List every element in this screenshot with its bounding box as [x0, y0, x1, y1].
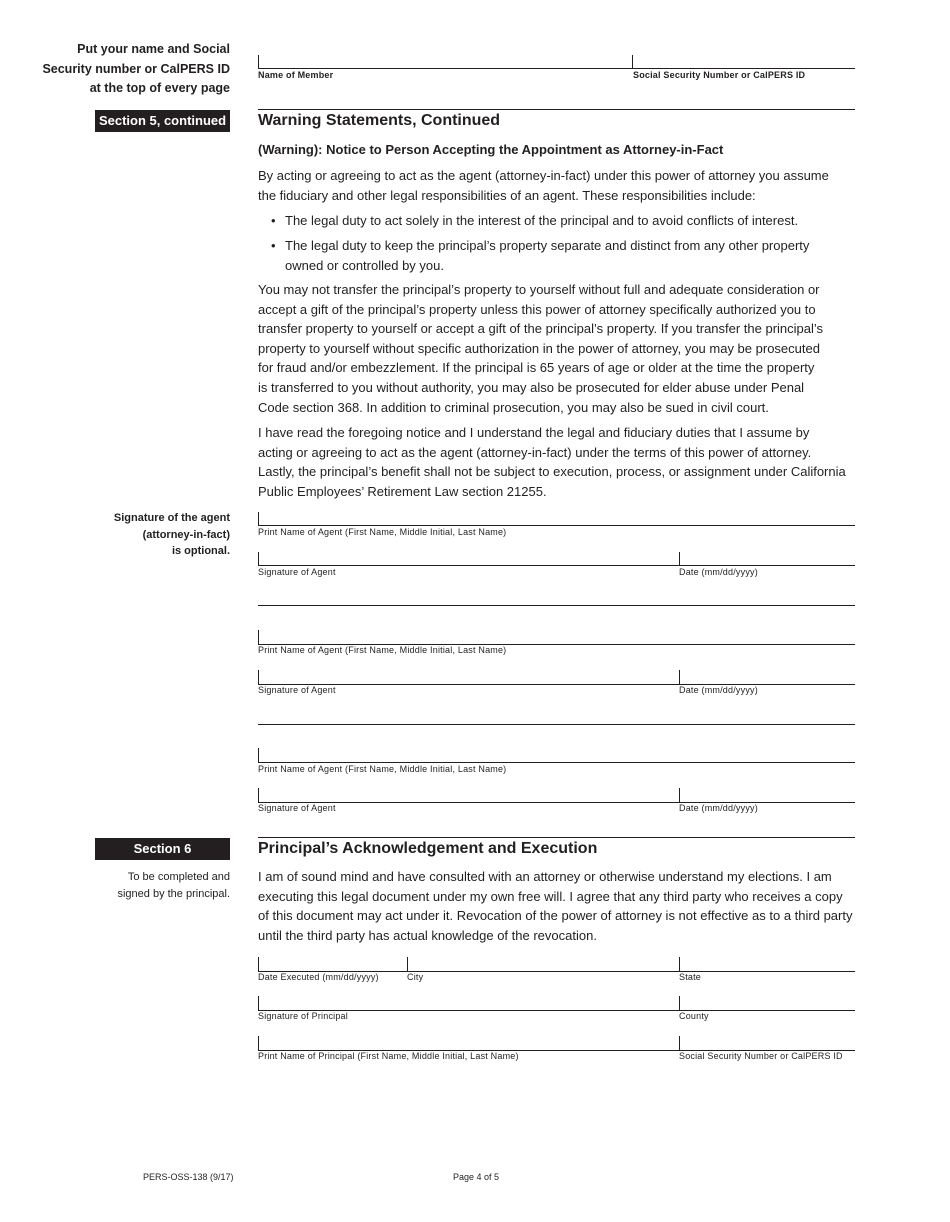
text-line: of this document may act under it. Revocation of the power of attorney is not effective as to a third party	[258, 908, 853, 924]
agent1-print-name-label: Print Name of Agent (First Name, Middle Initial, Last Name)	[258, 527, 507, 537]
county-tick	[679, 996, 680, 1010]
agent2-signature-label: Signature of Agent	[258, 685, 336, 695]
agent-intro-paragraph	[258, 166, 853, 205]
agent-separator	[258, 605, 855, 606]
text-line: is transferred to you without authority, you may also be prosecuted for elder abuse under Penal	[258, 379, 805, 395]
text-line: Public Employees’ Retirement Law section 21255.	[258, 483, 547, 499]
agent1-name-line	[258, 525, 855, 526]
section6-rule	[258, 837, 855, 838]
county-field[interactable]	[681, 994, 854, 1009]
bullet-line: The legal duty to keep the principal’s property separate and distinct from any other property	[285, 238, 810, 253]
note-line: To be completed and	[127, 871, 230, 883]
agent3-name-tick	[258, 748, 259, 762]
agent3-print-name-field[interactable]	[260, 746, 854, 761]
agent3-signature-label: Signature of Agent	[258, 803, 336, 813]
bullet-line: The legal duty to act solely in the interest of the principal and to avoid conflicts of interest.	[285, 213, 799, 228]
agent3-date-field[interactable]	[681, 786, 854, 801]
date-executed-field[interactable]	[260, 955, 404, 970]
section5-title: Warning Statements, Continued	[258, 112, 501, 129]
agent1-date-tick	[679, 552, 680, 566]
name-of-member-label: Name of Member	[258, 70, 334, 80]
text-line: Lastly, the principal’s benefit shall not be subject to execution, process, or assignment under California	[258, 464, 846, 480]
note-line: (attorney-in-fact)	[142, 528, 230, 541]
agent1-sig-line	[258, 565, 855, 566]
text-line: I have read the foregoing notice and I understand the legal and fiduciary duties that I assume by	[258, 425, 810, 440]
agent2-sig-line	[258, 684, 855, 685]
agent1-date-field[interactable]	[681, 550, 854, 565]
text-line: Code section 368. In addition to criminal prosecution, you may also be sued in civil court.	[258, 399, 769, 415]
bullet-item	[271, 211, 855, 231]
principal-ssn-field[interactable]	[681, 1034, 854, 1049]
agent2-date-label: Date (mm/dd/yyyy)	[679, 685, 758, 695]
principal-note	[40, 869, 230, 902]
section6-title: Principal’s Acknowledgement and Execution	[258, 840, 598, 857]
principal-print-name-field[interactable]	[260, 1034, 676, 1049]
agent3-signature-field[interactable]	[260, 786, 676, 801]
text-line: the fiduciary and other legal responsibilities of an agent. These responsibilities include:	[258, 187, 756, 203]
instruction-line: at the top of every page	[89, 81, 230, 95]
text-line: accept a gift of the principal’s property unless this power of attorney specifically authorized you to	[258, 301, 816, 317]
principal-statement	[258, 867, 853, 945]
date-executed-label: Date Executed (mm/dd/yyyy)	[258, 972, 379, 982]
agent3-sig-line	[258, 802, 855, 803]
note-line: is optional.	[171, 545, 230, 557]
agent2-sig-tick	[258, 670, 259, 684]
instruction-line: Put your name and Social	[77, 42, 230, 56]
principal-signature-label: Signature of Principal	[258, 1011, 348, 1021]
top-instruction	[40, 40, 230, 99]
member-name-field[interactable]	[258, 52, 630, 68]
warning-paragraph	[258, 280, 853, 417]
text-line: acting or agreeing to act as the agent (attorney-in-fact) under the terms of this power of attorney.	[258, 444, 812, 460]
agent1-print-name-field[interactable]	[260, 510, 854, 525]
city-tick	[407, 957, 408, 971]
agent3-date-label: Date (mm/dd/yyyy)	[679, 803, 758, 813]
state-field[interactable]	[681, 955, 854, 970]
text-line: property to yourself without specific authorization in the power of attorney, you may be prosecuted	[258, 340, 820, 356]
agent2-date-field[interactable]	[681, 668, 854, 683]
agent1-signature-label: Signature of Agent	[258, 567, 336, 577]
agent2-signature-field[interactable]	[260, 668, 676, 683]
agent1-name-tick	[258, 512, 259, 526]
agent2-print-name-field[interactable]	[260, 628, 854, 643]
principal-name-tick	[258, 1036, 259, 1050]
note-line: signed by the principal.	[117, 887, 230, 900]
agent-separator	[258, 724, 855, 725]
agent1-sig-tick	[258, 552, 259, 566]
ssn-label: Social Security Number or CalPERS ID	[633, 70, 806, 80]
city-field[interactable]	[409, 955, 676, 970]
page-number: Page 4 of 5	[453, 1172, 500, 1182]
instruction-line: Security number or CalPERS ID	[42, 61, 230, 76]
agent3-print-name-label: Print Name of Agent (First Name, Middle Initial, Last Name)	[258, 764, 507, 774]
bullet-item	[271, 236, 855, 275]
section6-badge: Section 6	[95, 838, 230, 860]
section5-badge: Section 5, continued	[95, 110, 230, 132]
principal-ssn-tick	[679, 1036, 680, 1050]
text-line: You may not transfer the principal’s property to yourself without full and adequate consideration or	[258, 282, 820, 297]
note-line: Signature of the agent	[113, 512, 230, 524]
agent2-name-tick	[258, 630, 259, 644]
form-id: PERS-OSS-138 (9/17)	[143, 1172, 234, 1182]
principal-sig-tick	[258, 996, 259, 1010]
agent-signature-note	[40, 510, 230, 560]
text-line: transfer property to yourself or accept a gift of the principal’s property. If you transfer the principal’s	[258, 321, 824, 337]
agent2-date-tick	[679, 670, 680, 684]
text-line: executing this legal document under my own free will. I agree that any third party who receives a copy	[258, 888, 843, 904]
text-line: By acting or agreeing to act as the agent (attorney-in-fact) under this power of attorney you assume	[258, 168, 829, 183]
text-line: I am of sound mind and have consulted with an attorney or otherwise understand my elections. I am	[258, 869, 832, 884]
city-label: City	[407, 972, 424, 982]
county-label: County	[679, 1011, 709, 1021]
agent3-name-line	[258, 762, 855, 763]
principal-signature-field[interactable]	[260, 994, 676, 1009]
bullet-line: owned or controlled by you.	[285, 257, 444, 273]
principal-print-name-label: Print Name of Principal (First Name, Middle Initial, Last Name)	[258, 1051, 519, 1061]
state-tick	[679, 957, 680, 971]
text-line: until the third party has actual knowledge of the revocation.	[258, 927, 597, 943]
bullet-icon: •	[271, 238, 276, 253]
agent3-sig-tick	[258, 788, 259, 802]
principal-ssn-label: Social Security Number or CalPERS ID	[679, 1051, 843, 1061]
agent3-date-tick	[679, 788, 680, 802]
bullet-icon: •	[271, 213, 276, 228]
agent2-print-name-label: Print Name of Agent (First Name, Middle Initial, Last Name)	[258, 645, 507, 655]
section5-subtitle: (Warning): Notice to Person Accepting the Appointment as Attorney-in-Fact	[258, 142, 724, 157]
member-ssn-field[interactable]	[632, 52, 854, 68]
acknowledgement-paragraph	[258, 423, 853, 501]
header-underline	[258, 68, 855, 69]
date-executed-tick	[258, 957, 259, 971]
agent1-date-label: Date (mm/dd/yyyy)	[679, 567, 758, 577]
section5-rule	[258, 109, 855, 110]
text-line: for fraud and/or embezzlement. If the principal is 65 years of age or older at the time the property	[258, 360, 815, 376]
agent1-signature-field[interactable]	[260, 550, 676, 565]
state-label: State	[679, 972, 702, 982]
